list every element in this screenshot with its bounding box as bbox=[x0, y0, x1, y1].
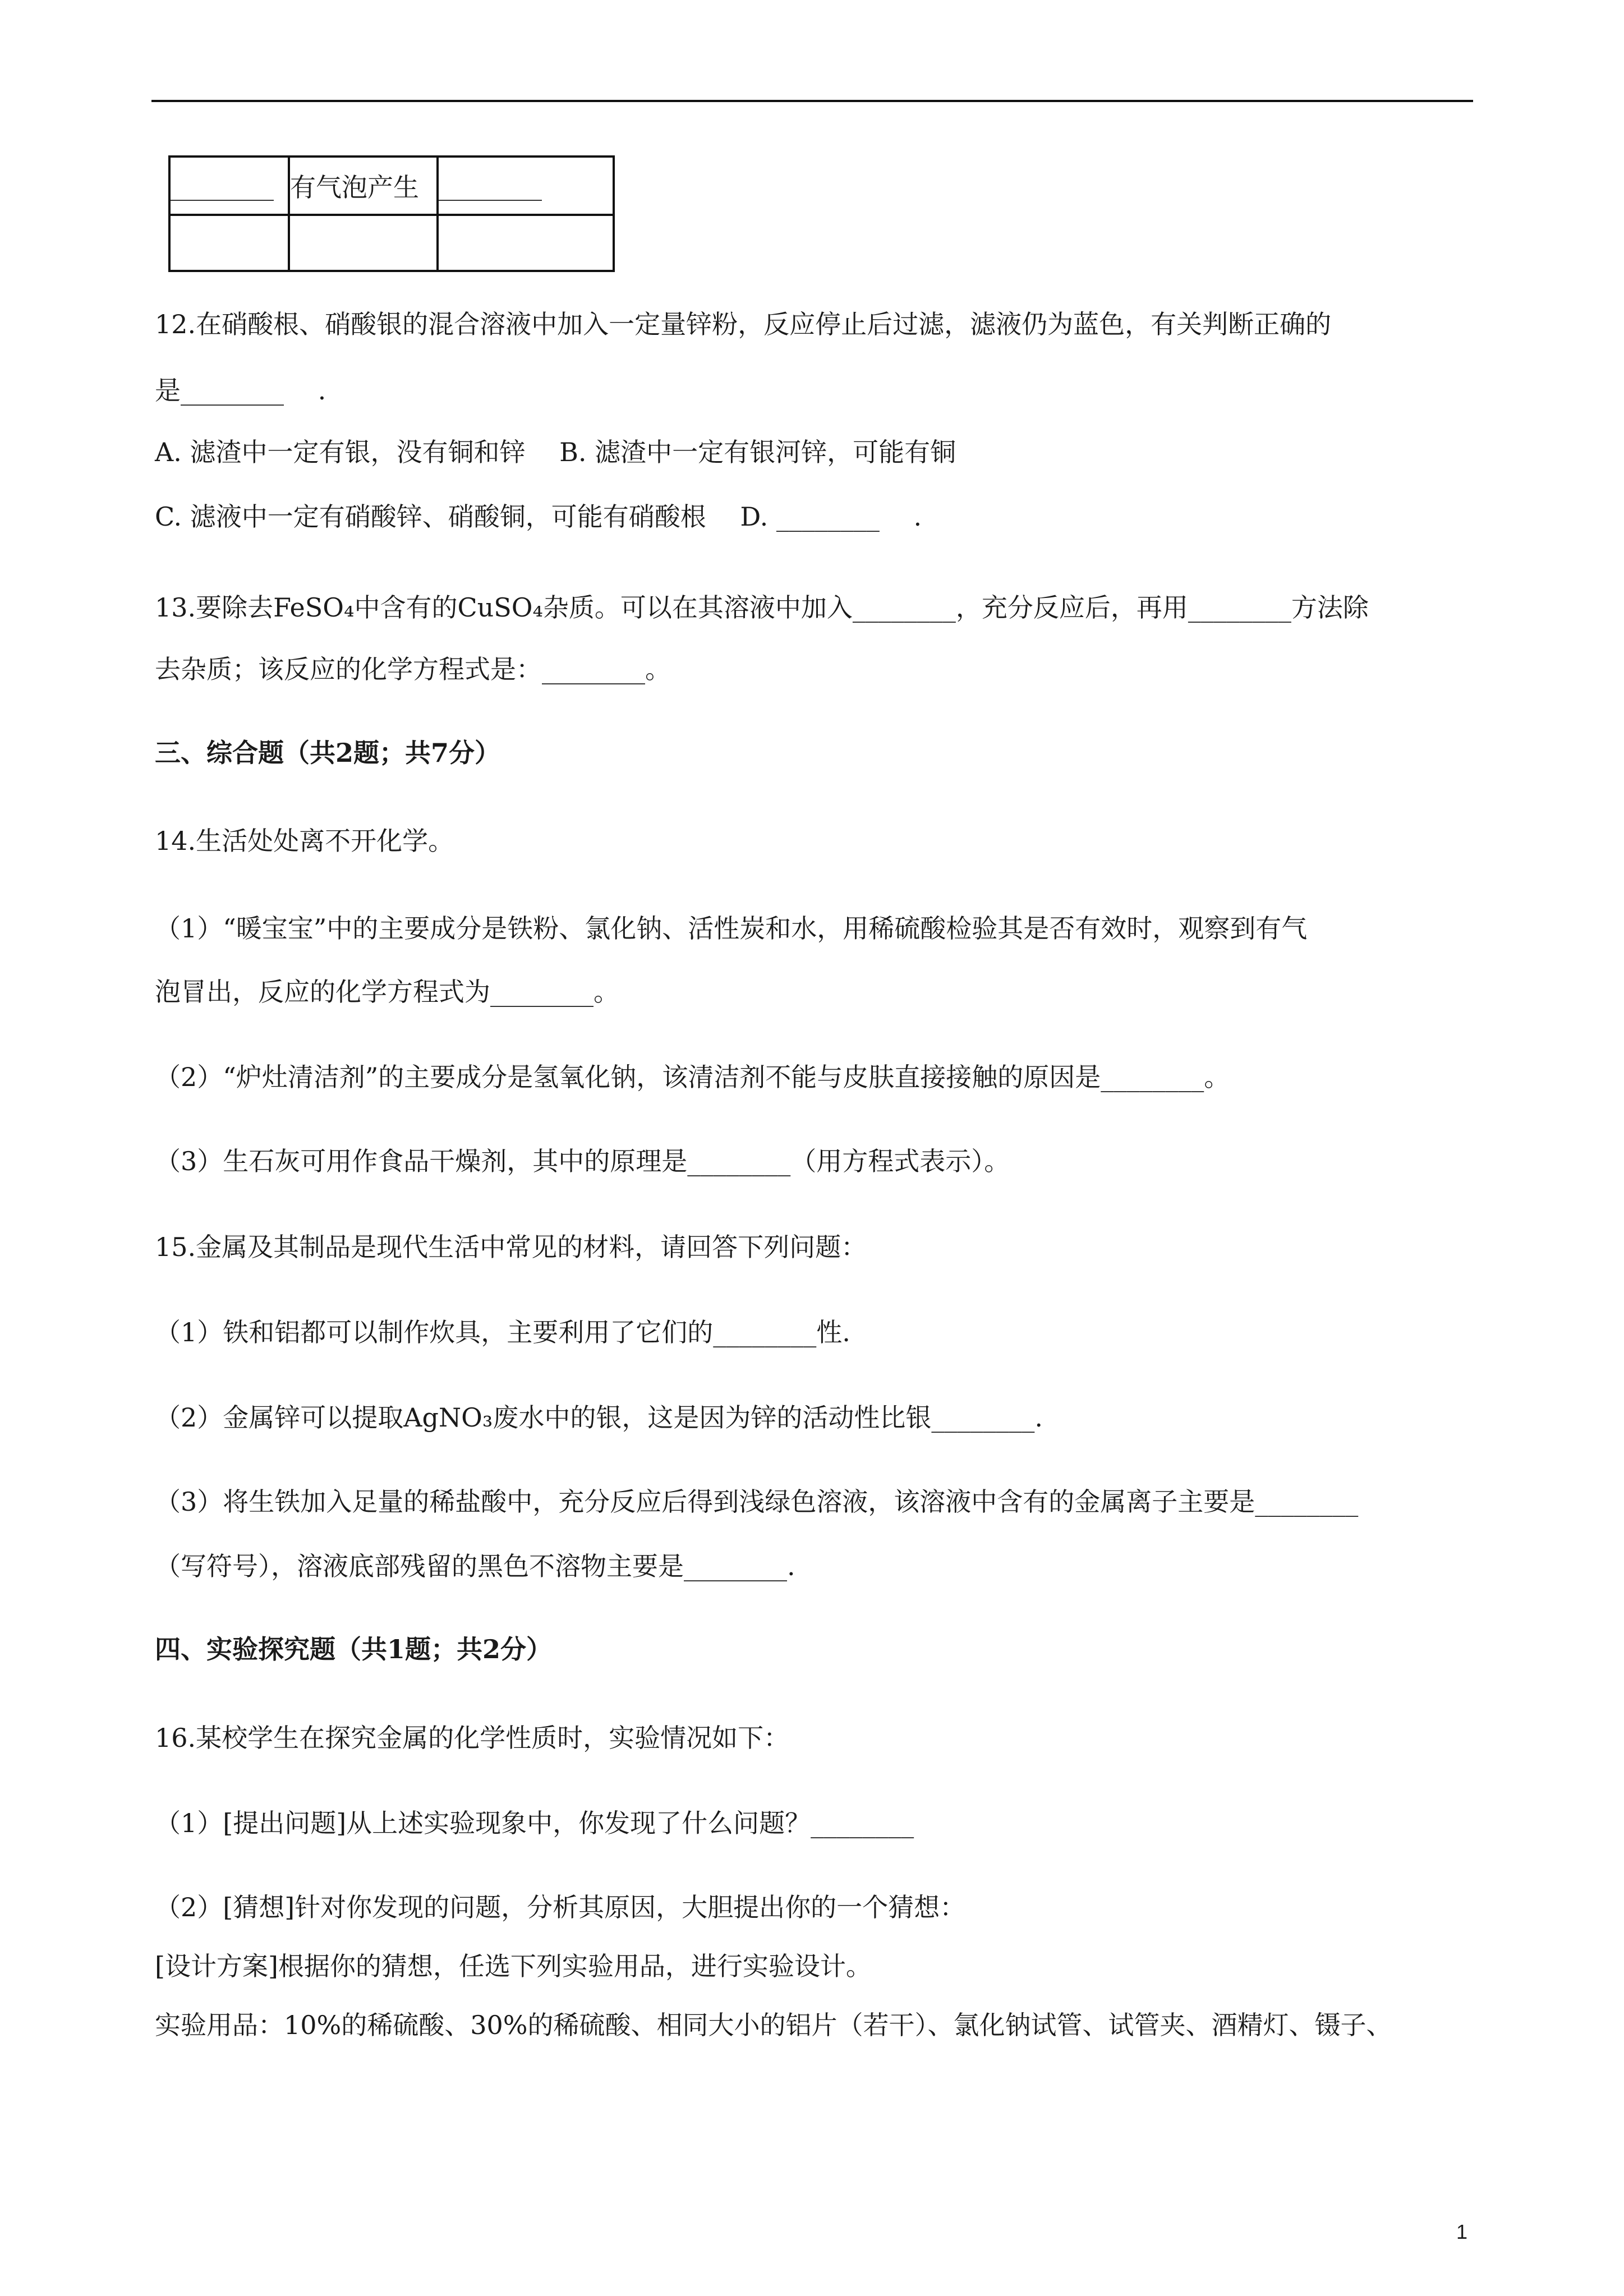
section-3-title: 三、综合题（共2题；共7分） bbox=[155, 738, 501, 768]
q16-design: [设计方案]根据你的猜想，任选下列实验用品，进行实验设计。 bbox=[155, 1951, 872, 1981]
q14-stem: 14.生活处处离不开化学。 bbox=[155, 826, 454, 856]
header-rule bbox=[151, 100, 1473, 102]
q16-stem: 16.某校学生在探究金属的化学性质时，实验情况如下： bbox=[155, 1723, 790, 1753]
q16-part2: （2）[猜想]针对你发现的问题，分析其原因，大胆提出你的一个猜想： bbox=[155, 1892, 966, 1922]
q16-materials: 实验用品：10%的稀硫酸、30%的稀硫酸、相同大小的铝片（若干）、氯化钠试管、试管夹、酒精灯、镊子、 bbox=[155, 2010, 1392, 2040]
q15-part3-line1: （3）将生铁加入足量的稀盐酸中，充分反应后得到浅绿色溶液，该溶液中含有的金属离子主要是________ bbox=[155, 1487, 1359, 1517]
q15-part1: （1）铁和铝都可以制作炊具，主要利用了它们的________性. bbox=[155, 1317, 850, 1347]
q14-part1-line2: 泡冒出，反应的化学方程式为________。 bbox=[155, 977, 619, 1007]
q14-part3: （3）生石灰可用作食品干燥剂，其中的原理是________（用方程式表示）。 bbox=[155, 1146, 1010, 1176]
table-cell bbox=[289, 215, 438, 271]
table-cell bbox=[289, 157, 438, 215]
table-cell bbox=[438, 157, 614, 215]
q14-part2: （2）“炉灶清洁剂”的主要成分是氢氧化钠，该清洁剂不能与皮肤直接接触的原因是________。 bbox=[155, 1062, 1230, 1092]
section-4-title: 四、实验探究题（共1题；共2分） bbox=[155, 1634, 553, 1664]
table-cell bbox=[169, 157, 289, 215]
answer-table bbox=[168, 155, 615, 272]
table-cell-text: ________ bbox=[439, 171, 542, 201]
q15-part3-line2: （写符号），溶液底部残留的黑色不溶物主要是________. bbox=[155, 1551, 795, 1581]
q12-option-ab: A. 滤渣中一定有银，没有铜和锌 B. 滤渣中一定有银河锌，可能有铜 bbox=[155, 437, 956, 467]
table-cell-text: 有气泡产生 bbox=[290, 172, 419, 203]
q13-line2: 去杂质；该反应的化学方程式是：________。 bbox=[155, 654, 671, 684]
page-number: 1 bbox=[1456, 2220, 1468, 2243]
table-cell bbox=[169, 215, 289, 271]
table-cell-text: ________ bbox=[171, 171, 274, 201]
q16-part1: （1）[提出问题]从上述实验现象中，你发现了什么问题？________ bbox=[155, 1808, 914, 1838]
q15-part2: （2）金属锌可以提取AgNO₃废水中的银，这是因为锌的活动性比银________. bbox=[155, 1402, 1043, 1433]
table-cell bbox=[438, 215, 614, 271]
q13-line1: 13.要除去FeSO₄中含有的CuSO₄杂质。可以在其溶液中加入________，充分反应后，再用________方法除 bbox=[155, 592, 1369, 623]
q12-line2: 是________ . bbox=[155, 375, 326, 406]
q12-line1: 12.在硝酸根、硝酸银的混合溶液中加入一定量锌粉，反应停止后过滤，滤液仍为蓝色，有关判断正确的 bbox=[155, 309, 1332, 339]
q15-stem: 15.金属及其制品是现代生活中常见的材料，请回答下列问题： bbox=[155, 1232, 867, 1262]
table-row bbox=[169, 157, 614, 215]
q12-option-cd: C. 滤液中一定有硝酸锌、硝酸铜，可能有硝酸根 D. ________ . bbox=[155, 501, 922, 532]
table-row bbox=[169, 215, 614, 271]
q14-part1-line1: （1）“暖宝宝”中的主要成分是铁粉、氯化钠、活性炭和水，用稀硫酸检验其是否有效时，观察到有气 bbox=[155, 913, 1308, 944]
